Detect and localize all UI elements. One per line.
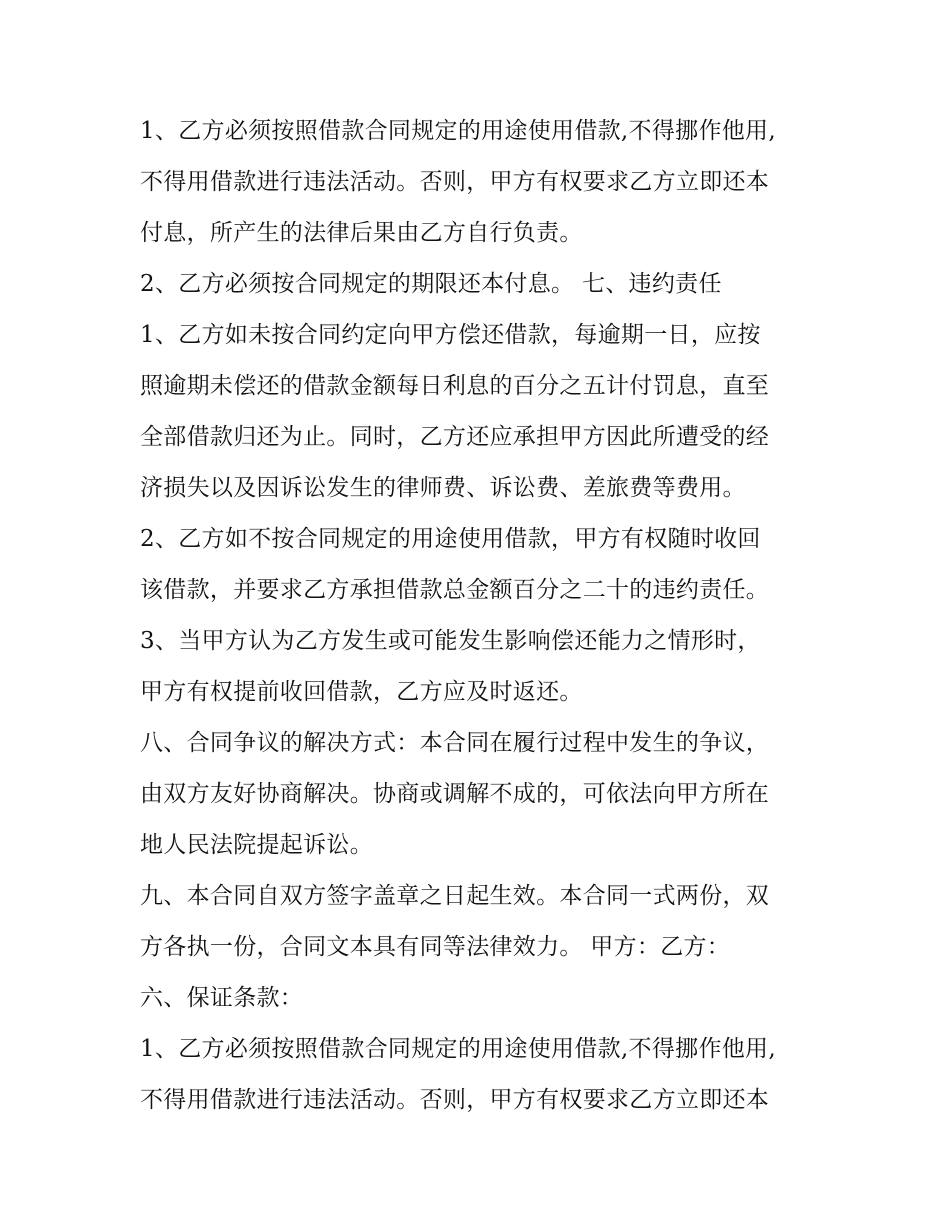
text-line: 由双方友好协商解决。协商或调解不成的，可依法向甲方所在 <box>140 781 770 807</box>
text-line: 该借款，并要求乙方承担借款总金额百分之二十的违约责任。 <box>140 577 770 603</box>
document-body <box>140 106 820 1126</box>
text-line: 甲方有权提前收回借款，乙方应及时返还。 <box>140 679 583 705</box>
text-line: 2、乙方如不按合同规定的用途使用借款，甲方有权随时收回 <box>140 526 761 552</box>
text-line: 照逾期未偿还的借款金额每日利息的百分之五计付罚息，直至 <box>140 373 770 399</box>
text-line: 1、乙方必须按照借款合同规定的用途使用借款,不得挪作他用, <box>140 118 776 144</box>
text-line: 九、本合同自双方签字盖章之日起生效。本合同一式两份，双 <box>140 883 770 909</box>
text-line: 济损失以及因诉讼发生的律师费、诉讼费、差旅费等费用。 <box>140 475 746 501</box>
text-line: 不得用借款进行违法活动。否则，甲方有权要求乙方立即还本 <box>140 169 770 195</box>
text-line: 六、保证条款： <box>140 985 304 1011</box>
text-line: 付息，所产生的法律后果由乙方自行负责。 <box>140 220 583 246</box>
text-line: 3、当甲方认为乙方发生或可能发生影响偿还能力之情形时， <box>140 628 761 654</box>
text-line: 1、乙方必须按照借款合同规定的用途使用借款,不得挪作他用, <box>140 1036 776 1062</box>
text-line: 全部借款归还为止。同时，乙方还应承担甲方因此所遭受的经 <box>140 424 770 450</box>
text-line: 1、乙方如未按合同约定向甲方偿还借款，每逾期一日，应按 <box>140 322 761 348</box>
text-line: 地人民法院提起诉讼。 <box>140 832 373 858</box>
text-line: 2、乙方必须按合同规定的期限还本付息。 七、违约责任 <box>140 271 722 297</box>
text-line: 八、合同争议的解决方式：本合同在履行过程中发生的争议， <box>140 730 770 756</box>
text-line: 方各执一份，合同文本具有同等法律效力。 甲方：乙方： <box>140 934 731 960</box>
text-line: 不得用借款进行违法活动。否则，甲方有权要求乙方立即还本 <box>140 1087 770 1113</box>
